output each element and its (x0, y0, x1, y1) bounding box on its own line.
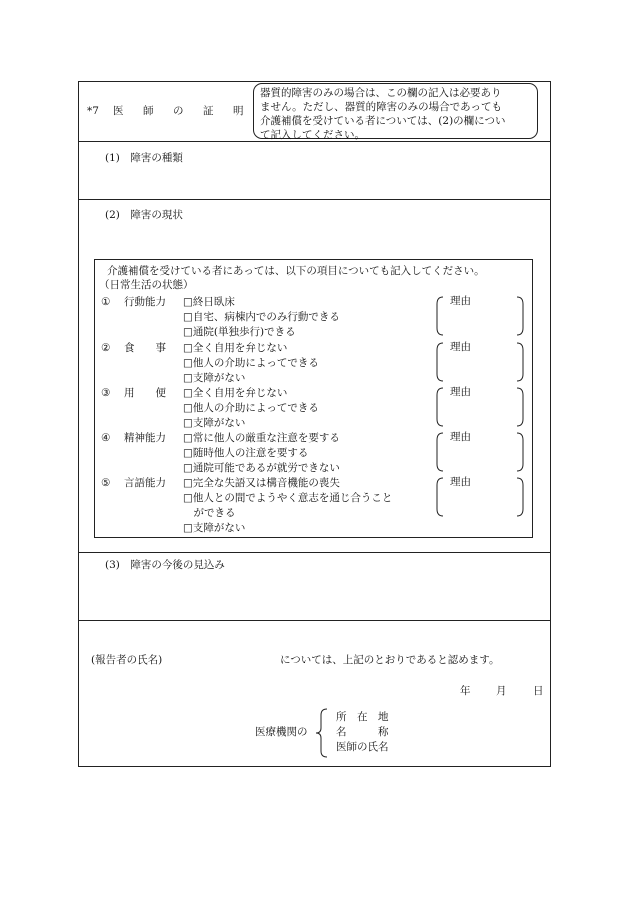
reason-label: 理由 (450, 341, 471, 353)
section3-label: (3) 障害の今後の見込み (105, 559, 225, 571)
item-4-option-2[interactable]: □随時他人の注意を要する (183, 447, 309, 459)
reason-label: 理由 (450, 431, 471, 443)
institution-label: 医療機関の (255, 726, 308, 738)
reason-label: 理由 (450, 386, 471, 398)
reason-label: 理由 (450, 295, 471, 307)
divider (79, 199, 550, 200)
item-1-option-1[interactable]: □終日臥床 (183, 296, 235, 308)
title-char-3: の (173, 105, 184, 117)
section1-label: (1) 障害の種類 (105, 152, 183, 164)
note-line-3: 介護補償を受けている者については、(2)の欄につい (260, 115, 506, 127)
item-3-option-3[interactable]: □支障がない (183, 417, 246, 429)
note-line-2: ません。ただし、器質的障害のみの場合であっても (260, 101, 503, 113)
institution-name-label: 名 称 (336, 726, 389, 738)
item-4-number: ④ (101, 432, 111, 444)
reason-field-5[interactable] (436, 477, 524, 517)
brace-icon (315, 708, 329, 758)
title-char-4: 証 (203, 105, 214, 117)
date-year-label: 年 (460, 685, 471, 697)
item-5-option-2-cont: ができる (183, 507, 236, 519)
item-5-option-1[interactable]: □完全な失語又は構音機能の喪失 (183, 477, 340, 489)
title-char-1: 医 (113, 105, 124, 117)
item-1-option-2[interactable]: □自宅、病棟内でのみ行動できる (183, 311, 340, 323)
item-5-number: ⑤ (101, 477, 111, 489)
doctor-name-label: 医師の氏名 (336, 741, 389, 753)
care-intro: 介護補償を受けている者にあっては、以下の項目についても記入してください。 (107, 265, 485, 277)
item-4-option-3[interactable]: □通院可能であるが就労できない (183, 462, 340, 474)
title-mark: *7 (87, 105, 99, 117)
title-char-2: 師 (143, 105, 154, 117)
item-1-name: 行動能力 (124, 296, 166, 308)
address-label: 所 在 地 (336, 711, 389, 723)
item-3-option-2[interactable]: □他人の介助によってできる (183, 402, 319, 414)
item-2-option-1[interactable]: □全く自用を弁じない (183, 342, 288, 354)
date-month-label: 月 (496, 685, 507, 697)
item-3-option-1[interactable]: □全く自用を弁じない (183, 387, 288, 399)
reason-field-4[interactable] (436, 432, 524, 472)
divider (79, 620, 550, 621)
care-subtitle: （日常生活の状態） (99, 279, 194, 291)
certification-statement: については、上記のとおりであると認めます。 (280, 654, 500, 666)
divider (79, 552, 550, 553)
note-box (253, 83, 538, 139)
item-2-option-2[interactable]: □他人の介助によってできる (183, 357, 319, 369)
item-2-name: 食 事 (124, 342, 166, 354)
reason-label: 理由 (450, 476, 471, 488)
item-5-option-2[interactable]: □他人との間でようやく意志を通じ合うこと (183, 492, 393, 504)
note-line-4: て記入してください。 (260, 129, 365, 141)
care-status-box (94, 259, 533, 538)
title-char-5: 明 (233, 105, 244, 117)
divider (79, 141, 550, 142)
item-3-name: 用 便 (124, 387, 166, 399)
date-day-label: 日 (533, 685, 544, 697)
doctor-certificate-form (78, 81, 551, 767)
item-4-option-1[interactable]: □常に他人の厳重な注意を要する (183, 432, 340, 444)
reason-field-3[interactable] (436, 387, 524, 427)
section2-label: (2) 障害の現状 (105, 209, 183, 221)
reason-field-1[interactable] (436, 296, 524, 336)
item-3-number: ③ (101, 387, 111, 399)
item-1-number: ① (101, 296, 111, 308)
item-1-option-3[interactable]: □通院(単独歩行)できる (183, 326, 296, 338)
item-4-name: 精神能力 (124, 432, 166, 444)
item-5-option-3[interactable]: □支障がない (183, 522, 246, 534)
note-line-1: 器質的障害のみの場合は、この欄の記入は必要あり (260, 87, 502, 99)
reporter-name-label: (報告者の氏名) (91, 654, 163, 666)
reason-field-2[interactable] (436, 342, 524, 382)
item-2-option-3[interactable]: □支障がない (183, 372, 246, 384)
item-2-number: ② (101, 342, 111, 354)
item-5-name: 言語能力 (124, 477, 166, 489)
